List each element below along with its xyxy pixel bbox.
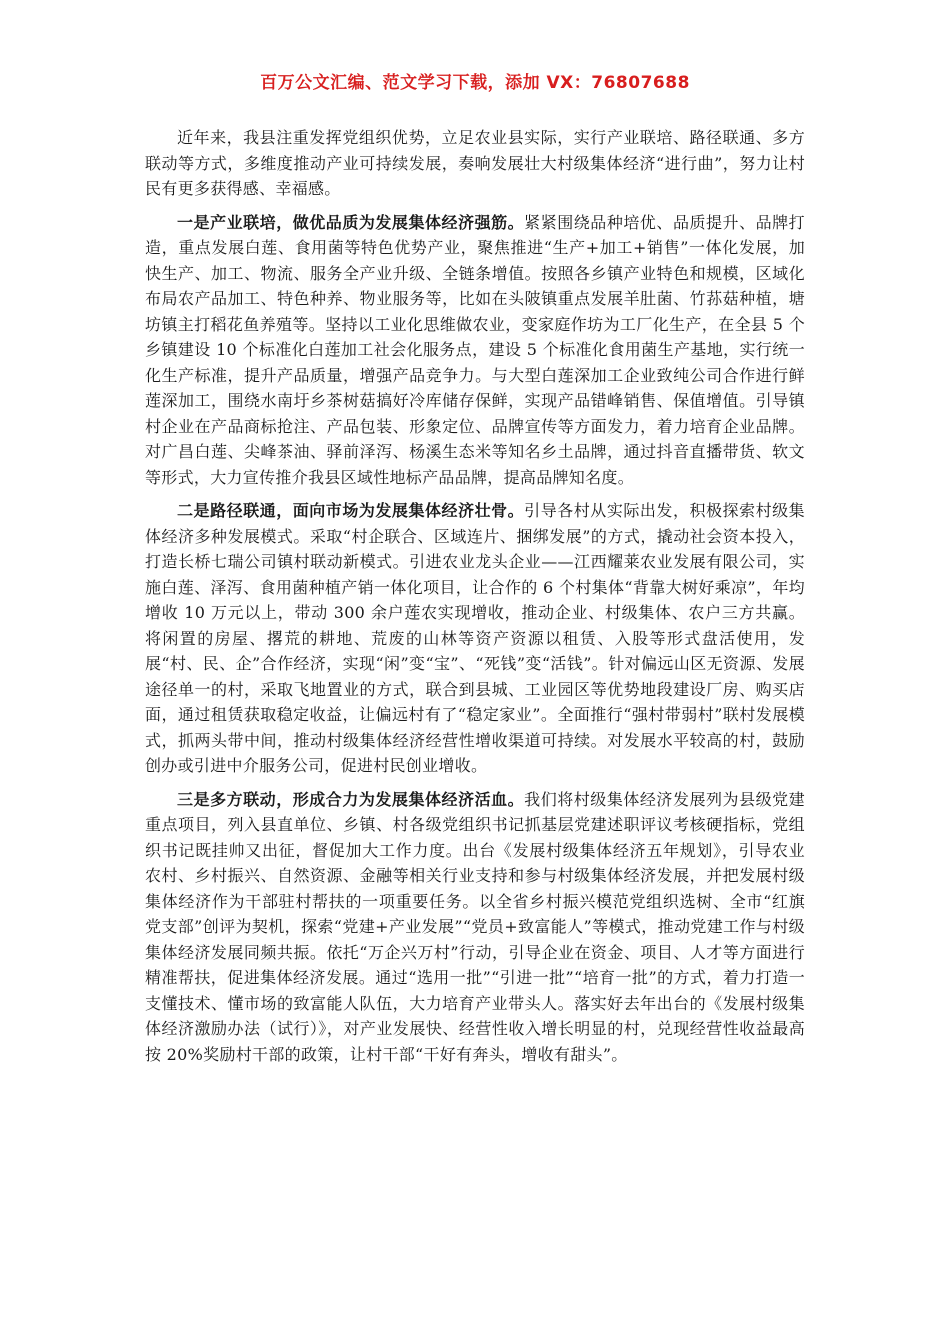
- intro-paragraph: [145, 125, 805, 202]
- paragraph-text: 我们将村级集体经济发展列为县级党建重点项目，列入县直单位、乡镇、村各级党组织书记抓基层党建述职评议考核硬指标，党组织书记既挂帅又出征，督促加大工作力度。出台《发展村级集体经济五年规划》，引导农业农村、乡村振兴、自然资源、金融等相关行业支持和参与村级集体经济发展，并把发展村级集体经济作为干部驻村帮扶的一项重要任务。以全省乡村振兴模范党组织选树、全市“红旗党支部”创评为契机，探索“党建+产业发展”“党员+致富能人”等模式，推动党建工作与村级集体经济发展同频共振。依托“万企兴万村”行动，引导企业在资金、项目、人才等方面进行精准帮扶，促进集体经济发展。通过“选用一批”“引进一批”“培育一批”的方式，着力打造一支懂技术、懂市场的致富能人队伍，大力培育产业带头人。落实好去年出台的《发展村级集体经济激励办法（试行）》，对产业发展快、经营性收入增长明显的村，兑现经营性收益最高按 20%奖励村干部的政策，让村干部“干好有奔头，增收有甜头”。: [145, 789, 805, 1064]
- section-paragraph-3: [145, 787, 805, 1068]
- paragraph-text: 引导各村从实际出发，积极探索村级集体经济多种发展模式。采取“村企联合、区域连片、捆绑发展”的方式，撬动社会资本投入，打造长桥七瑞公司镇村联动新模式。引进农业龙头企业——江西耀莱农业发展有限公司，实施白莲、泽泻、食用菌种植产销一体化项目，让合作的 6 个村集体“背靠大树好乘凉”，年均增收 10 万元以上，带动 300 余户莲农实现增收，推动企业、村级集体、农户三方共赢。将闲置的房屋、撂荒的耕地、荒废的山林等资产资源以租赁、入股等形式盘活使用，发展“村、民、企”合作经济，实现“闲”变“宝”、“死钱”变“活钱”。针对偏远山区无资源、发展途径单一的村，采取飞地置业的方式，联合到县城、工业园区等优势地段建设厂房、购买店面，通过租赁获取稳定收益，让偏远村有了“稳定家业”。全面推行“强村带弱村”联村发展模式，抓两头带中间，推动村级集体经济经营性增收渠道可持续。对发展水平较高的村，鼓励创办或引进中介服务公司，促进村民创业增收。: [145, 501, 805, 775]
- section-paragraph-2: [145, 498, 805, 779]
- document-body: [145, 125, 805, 1075]
- paragraph-lead: 一是产业联培，做优品质为发展集体经济强筋。: [177, 212, 525, 232]
- paragraph-text: 近年来，我县注重发挥党组织优势，立足农业县实际，实行产业联培、路径联通、多方联动等方式，多维度推动产业可持续发展，奏响发展壮大村级集体经济“进行曲”，努力让村民有更多获得感、幸福感。: [145, 128, 805, 198]
- section-paragraph-1: [145, 210, 805, 491]
- paragraph-text: 紧紧围绕品种培优、品质提升、品牌打造，重点发展白莲、食用菌等特色优势产业，聚焦推进“生产+加工+销售”一体化发展，加快生产、加工、物流、服务全产业升级、全链条增值。按照各乡镇产业特色和规模，区域化布局农产品加工、特色种养、物业服务等，比如在头陂镇重点发展羊肚菌、竹荪菇种植，塘坊镇主打稻花鱼养殖等。坚持以工业化思维做农业，变家庭作坊为工厂化生产，在全县 5 个乡镇建设 10 个标准化白莲加工社会化服务点，建设 5 个标准化食用菌生产基地，实行统一化生产标准，提升产品质量，增强产品竞争力。与大型白莲深加工企业致纯公司合作进行鲜莲深加工，围绕水南圩乡茶树菇搞好冷库储存保鲜，实现产品错峰销售、保值增值。引导镇村企业在产品商标抢注、产品包装、形象定位、品牌宣传等方面发力，着力培育企业品牌。对广昌白莲、尖峰茶油、驿前泽泻、杨溪生态米等知名乡土品牌，通过抖音直播带货、软文等形式，大力宣传推介我县区域性地标产品品牌，提高品牌知名度。: [145, 212, 805, 487]
- paragraph-lead: 二是路径联通，面向市场为发展集体经济壮骨。: [177, 501, 525, 520]
- page-header-banner: 百万公文汇编、范文学习下载，添加 VX：76807688: [260, 73, 690, 93]
- paragraph-lead: 三是多方联动，形成合力为发展集体经济活血。: [177, 789, 525, 809]
